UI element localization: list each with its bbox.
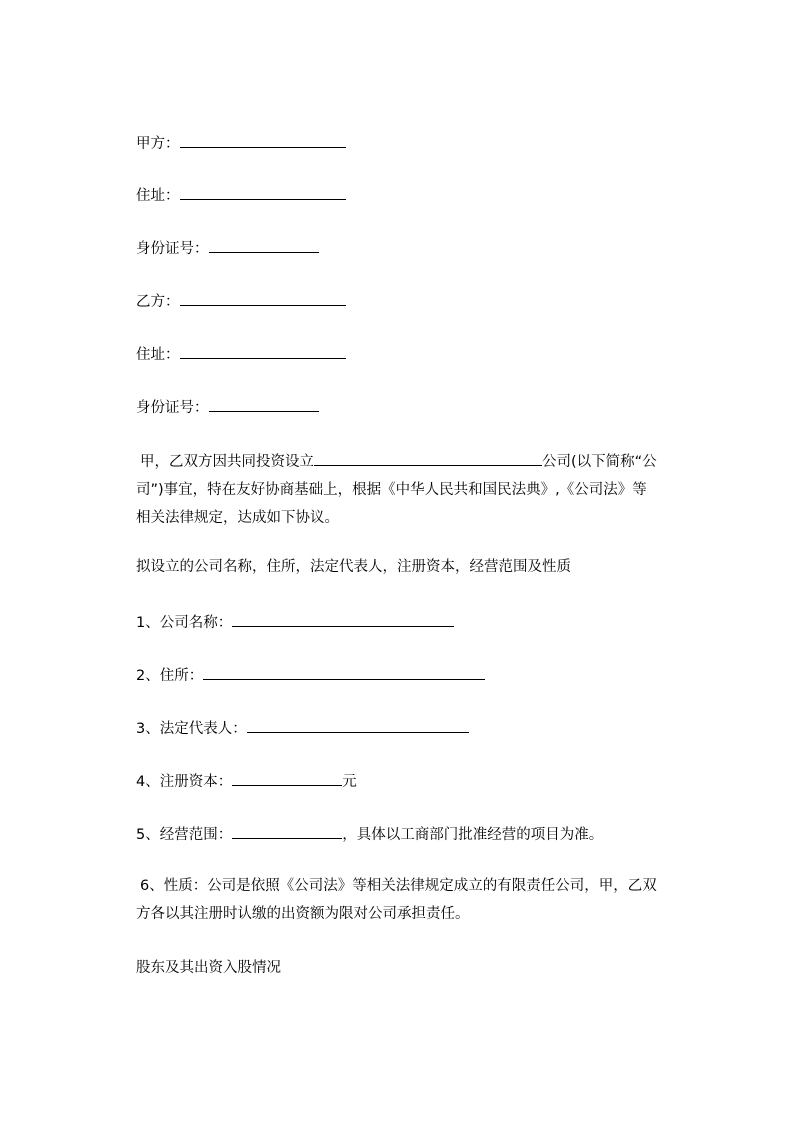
legal-rep-blank[interactable]	[247, 717, 469, 733]
party-b-id-row	[136, 396, 319, 418]
party-a-id-blank[interactable]	[209, 237, 319, 253]
legal-rep-label: 3、法定代表人：	[136, 721, 247, 737]
domicile-blank[interactable]	[203, 664, 485, 680]
party-b-id-label: 身份证号：	[136, 400, 209, 416]
capital-label: 4、注册资本：	[136, 774, 233, 790]
party-a-address-row	[136, 184, 346, 206]
party-b-address-label: 住址：	[136, 347, 180, 363]
party-b-id-blank[interactable]	[209, 396, 319, 412]
scope-label: 5、经营范围：	[136, 827, 233, 843]
company-name-label: 1、公司名称：	[136, 615, 233, 631]
party-a-name-blank[interactable]	[180, 132, 346, 148]
party-a-address-label: 住址：	[136, 188, 180, 204]
company-name-blank-intro[interactable]	[314, 450, 542, 466]
section1-title: 拟设立的公司名称，住所，法定代表人，注册资本，经营范围及性质	[136, 559, 571, 575]
intro-paragraph	[136, 448, 659, 532]
party-b-name-row	[136, 290, 346, 312]
intro-part3: 司”)事宜，特在友好协商基础上，根据《中华人民共和国民法典》,《公司法》等相关法律规定，达成如下协议。	[136, 482, 647, 526]
party-b-name-blank[interactable]	[180, 290, 346, 306]
capital-row	[136, 770, 357, 792]
party-b-name-label: 乙方：	[136, 294, 180, 310]
company-name-row	[136, 611, 454, 633]
party-b-address-blank[interactable]	[180, 343, 346, 359]
party-a-name-label: 甲方：	[136, 136, 180, 152]
party-a-id-label: 身份证号：	[136, 241, 209, 257]
party-a-address-blank[interactable]	[180, 184, 346, 200]
legal-rep-row	[136, 717, 469, 739]
scope-blank[interactable]	[232, 823, 342, 839]
company-name-blank[interactable]	[232, 611, 454, 627]
section2-title: 股东及其出资入股情况	[136, 960, 281, 976]
capital-unit: 元	[342, 774, 357, 790]
intro-part2: 公司(以下简称“公	[542, 454, 657, 470]
scope-suffix: ，具体以工商部门批准经营的项目为准。	[342, 827, 604, 843]
party-a-name-row	[136, 132, 346, 154]
scope-row	[136, 823, 603, 845]
party-a-id-row	[136, 237, 319, 259]
party-b-address-row	[136, 343, 346, 365]
capital-blank[interactable]	[232, 770, 342, 786]
intro-part1: 甲，乙双方因共同投资设立	[140, 454, 314, 470]
domicile-label: 2、住所：	[136, 668, 204, 684]
domicile-row	[136, 664, 485, 686]
nature-paragraph: 6、性质：公司是依照《公司法》等相关法律规定成立的有限责任公司，甲，乙双方各以其注册时认缴的出资额为限对公司承担责任。	[136, 878, 657, 922]
